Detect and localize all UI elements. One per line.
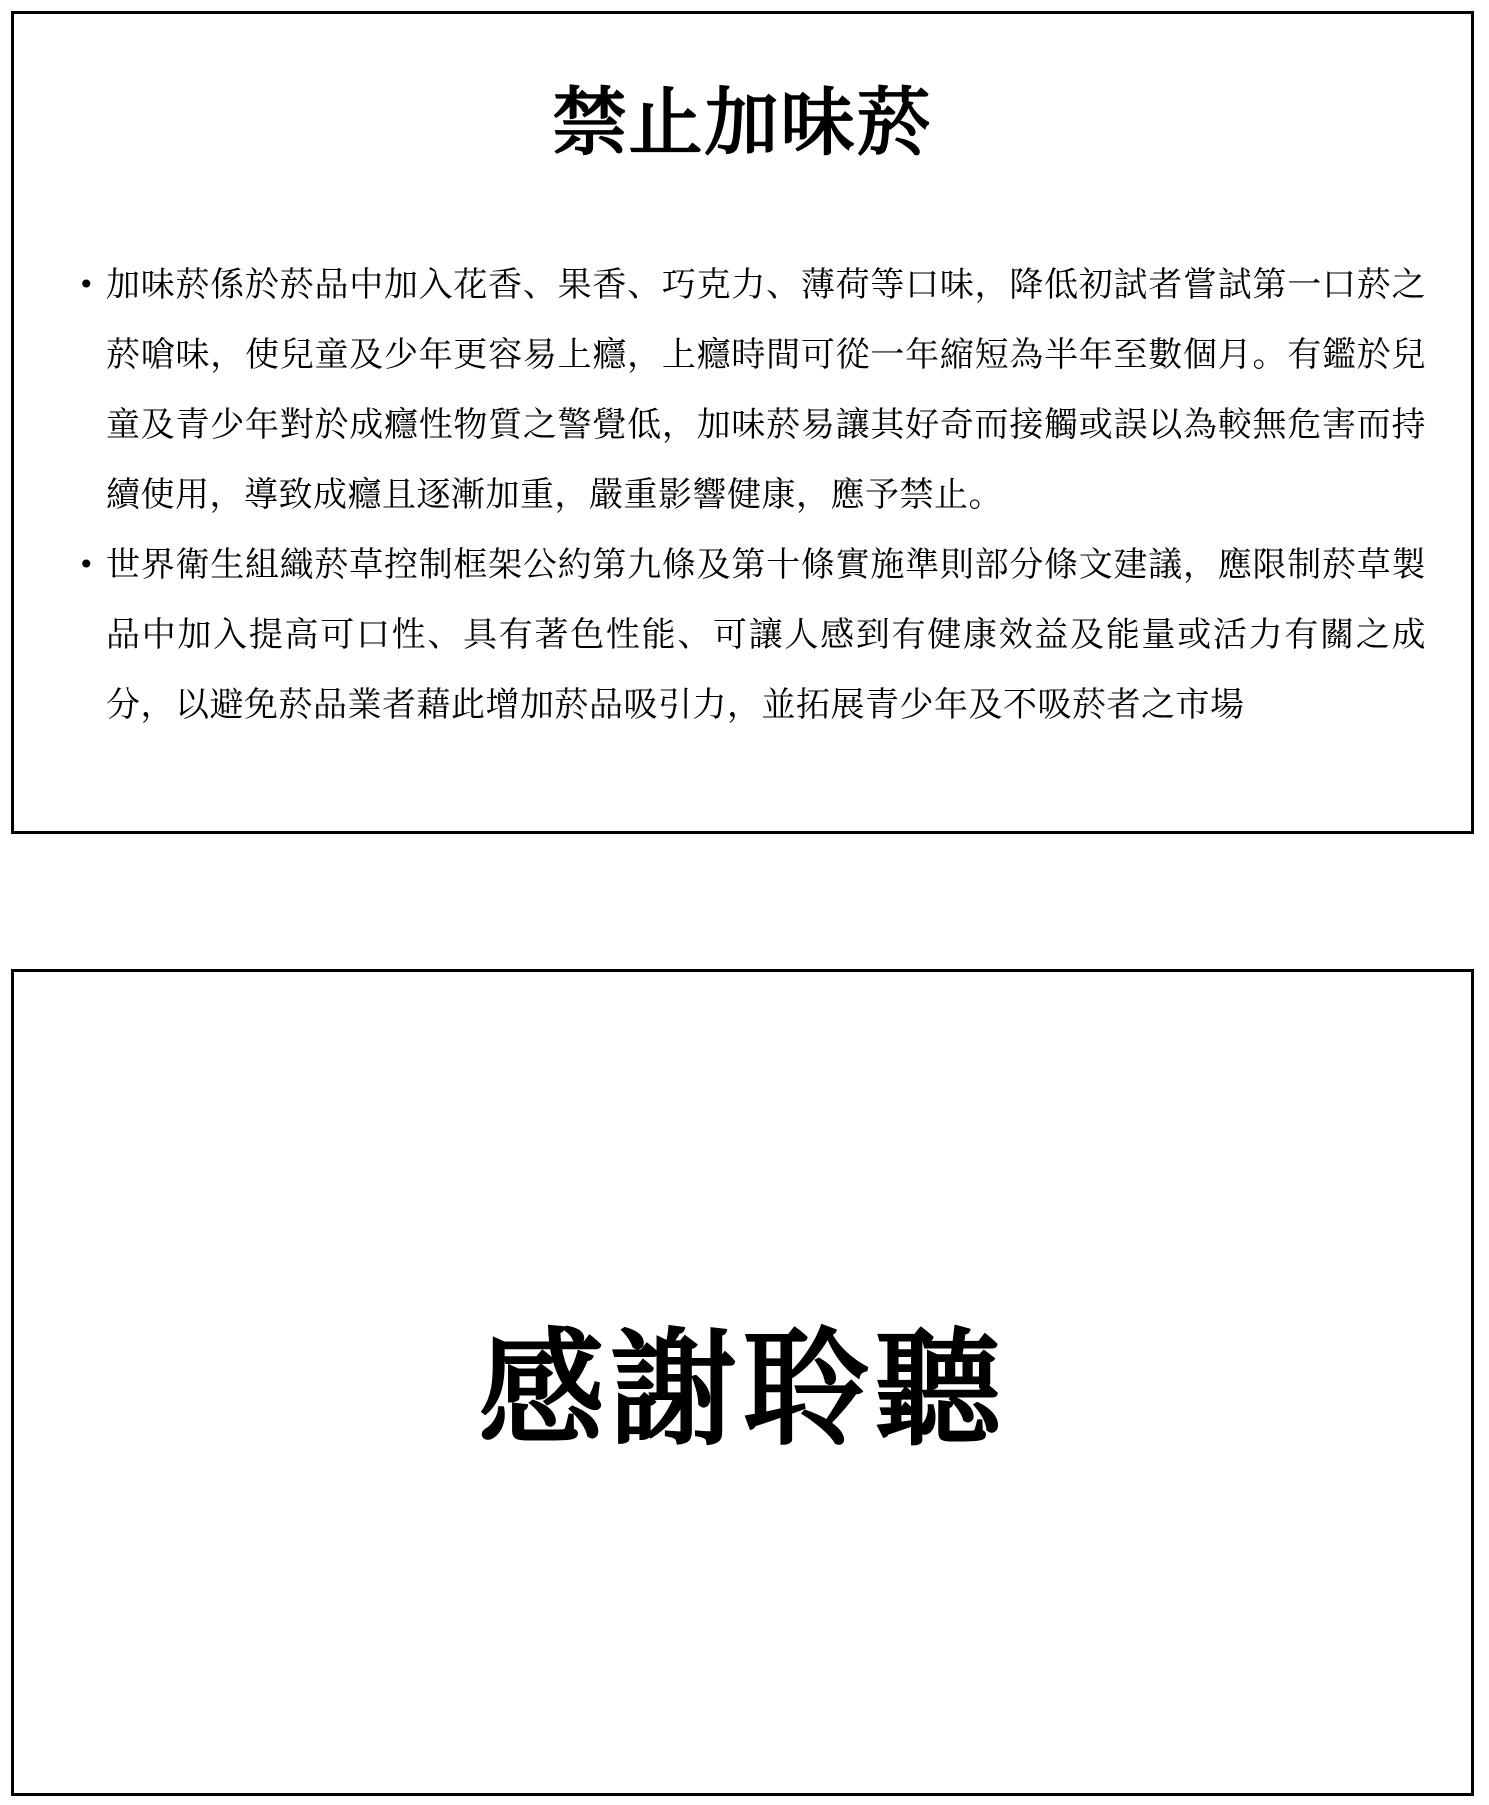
slide-flavored-tobacco — [11, 11, 1474, 834]
bullet-item — [66, 250, 1426, 530]
slide-thank-you — [11, 969, 1474, 1796]
bullet-item — [66, 530, 1426, 740]
bullet-dot-icon: • — [78, 548, 96, 581]
bullet-text: 世界衛生組織菸草控制框架公約第九條及第十條實施準則部分條文建議，應限制菸草製品中加入提高可口性、具有著色性能、可讓人感到有健康效益及能量或活力有關之成分，以避免菸品業者藉此增加菸品吸引力，並拓展青少年及不吸菸者之市場 — [106, 545, 1426, 725]
bullet-dot-icon: • — [78, 268, 96, 301]
slide-title: 禁止加味菸 — [552, 80, 933, 166]
thank-you-title: 感謝聆聽 — [478, 1316, 1007, 1463]
bullet-list — [66, 250, 1426, 740]
bullet-text: 加味菸係於菸品中加入花香、果香、巧克力、薄荷等口味，降低初試者嘗試第一口菸之菸嗆味，使兒童及少年更容易上癮，上癮時間可從一年縮短為半年至數個月。有鑑於兒童及青少年對於成癮性物質之警覺低，加味菸易讓其好奇而接觸或誤以為較無危害而持續使用，導致成癮且逐漸加重，嚴重影響健康，應予禁止。 — [106, 265, 1426, 515]
